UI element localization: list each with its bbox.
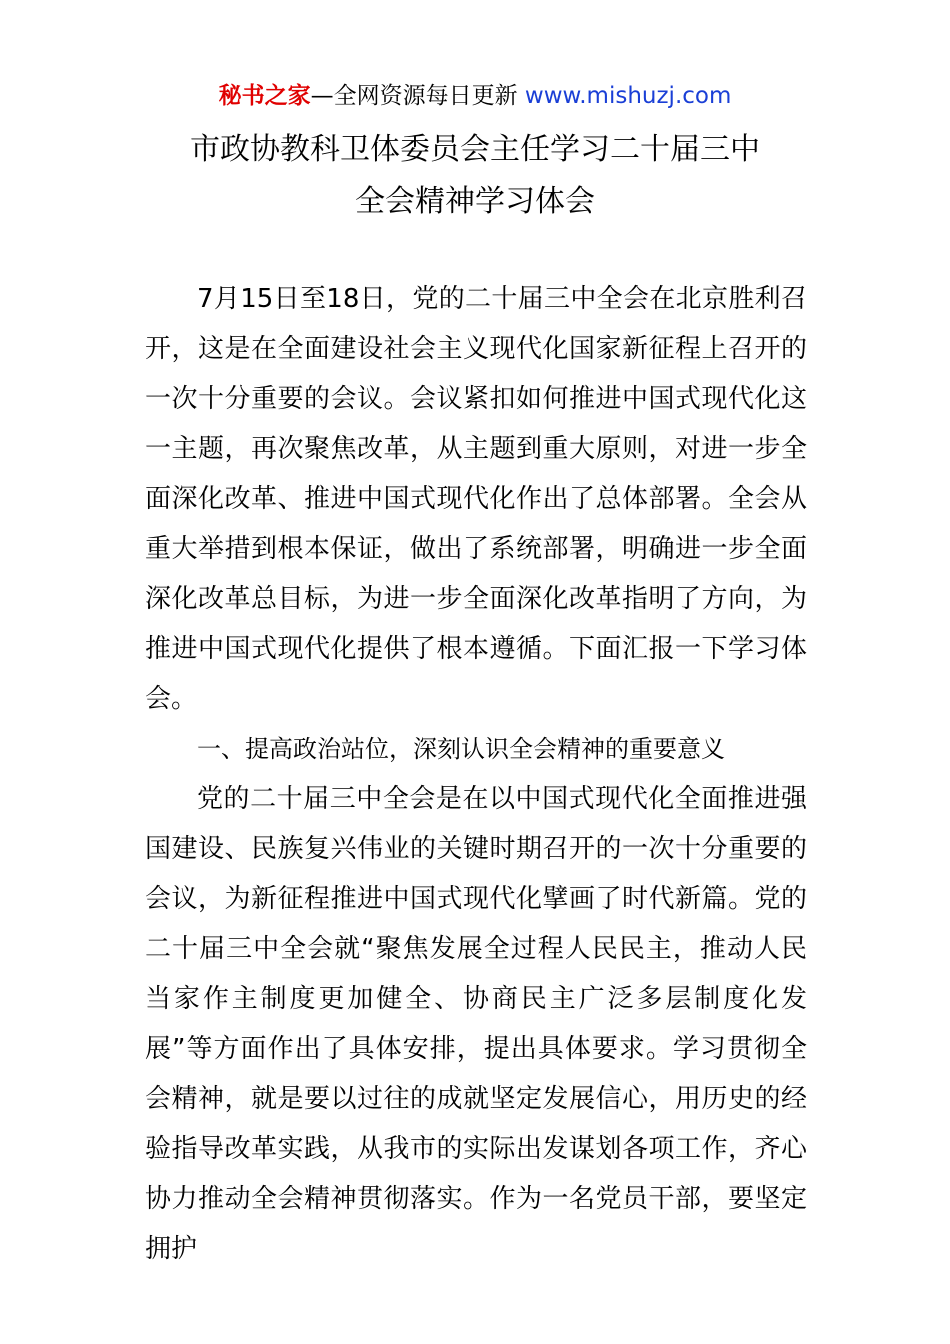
document-title bbox=[0, 124, 950, 228]
document-body bbox=[145, 274, 807, 1274]
header-tagline: —全网资源每日更新 bbox=[310, 83, 525, 109]
page-header bbox=[0, 80, 950, 112]
section-heading-1: 一、提高政治站位，深刻认识全会精神的重要意义 bbox=[197, 735, 725, 763]
title-line-1: 市政协教科卫体委员会主任学习二十届三中 bbox=[190, 132, 760, 167]
title-line-2: 全会精神学习体会 bbox=[355, 184, 595, 219]
body-paragraph-1: 7月15日至18日，党的二十届三中全会在北京胜利召开，这是在全面建设社会主义现代化国家新征程上召开的一次十分重要的会议。会议紧扣如何推进中国式现代化这一主题，再次聚焦改革，从主题到重大原则，对进一步全面深化改革、推进中国式现代化作出了总体部署。全会从重大举措到根本保证，做出了系统部署，明确进一步全面深化改革总目标，为进一步全面深化改革指明了方向，为推进中国式现代化提供了根本遵循。下面汇报一下学习体会。 bbox=[145, 284, 807, 714]
brand-name: 秘书之家 bbox=[218, 83, 311, 109]
body-paragraph-2: 党的二十届三中全会是在以中国式现代化全面推进强国建设、民族复兴伟业的关键时期召开的一次十分重要的会议，为新征程推进中国式现代化擘画了时代新篇。党的二十届三中全会就“聚焦发展全过程人民民主，推动人民当家作主制度更加健全、协商民主广泛多层制度化发展”等方面作出了具体安排，提出具体要求。学习贯彻全会精神，就是要以过往的成就坚定发展信心，用历史的经验指导改革实践，从我市的实际出发谋划各项工作，齐心协力推动全会精神贯彻落实。作为一名党员干部，要坚定拥护 bbox=[145, 784, 807, 1264]
header-url-link[interactable]: www.mishuzj.com bbox=[524, 83, 732, 109]
